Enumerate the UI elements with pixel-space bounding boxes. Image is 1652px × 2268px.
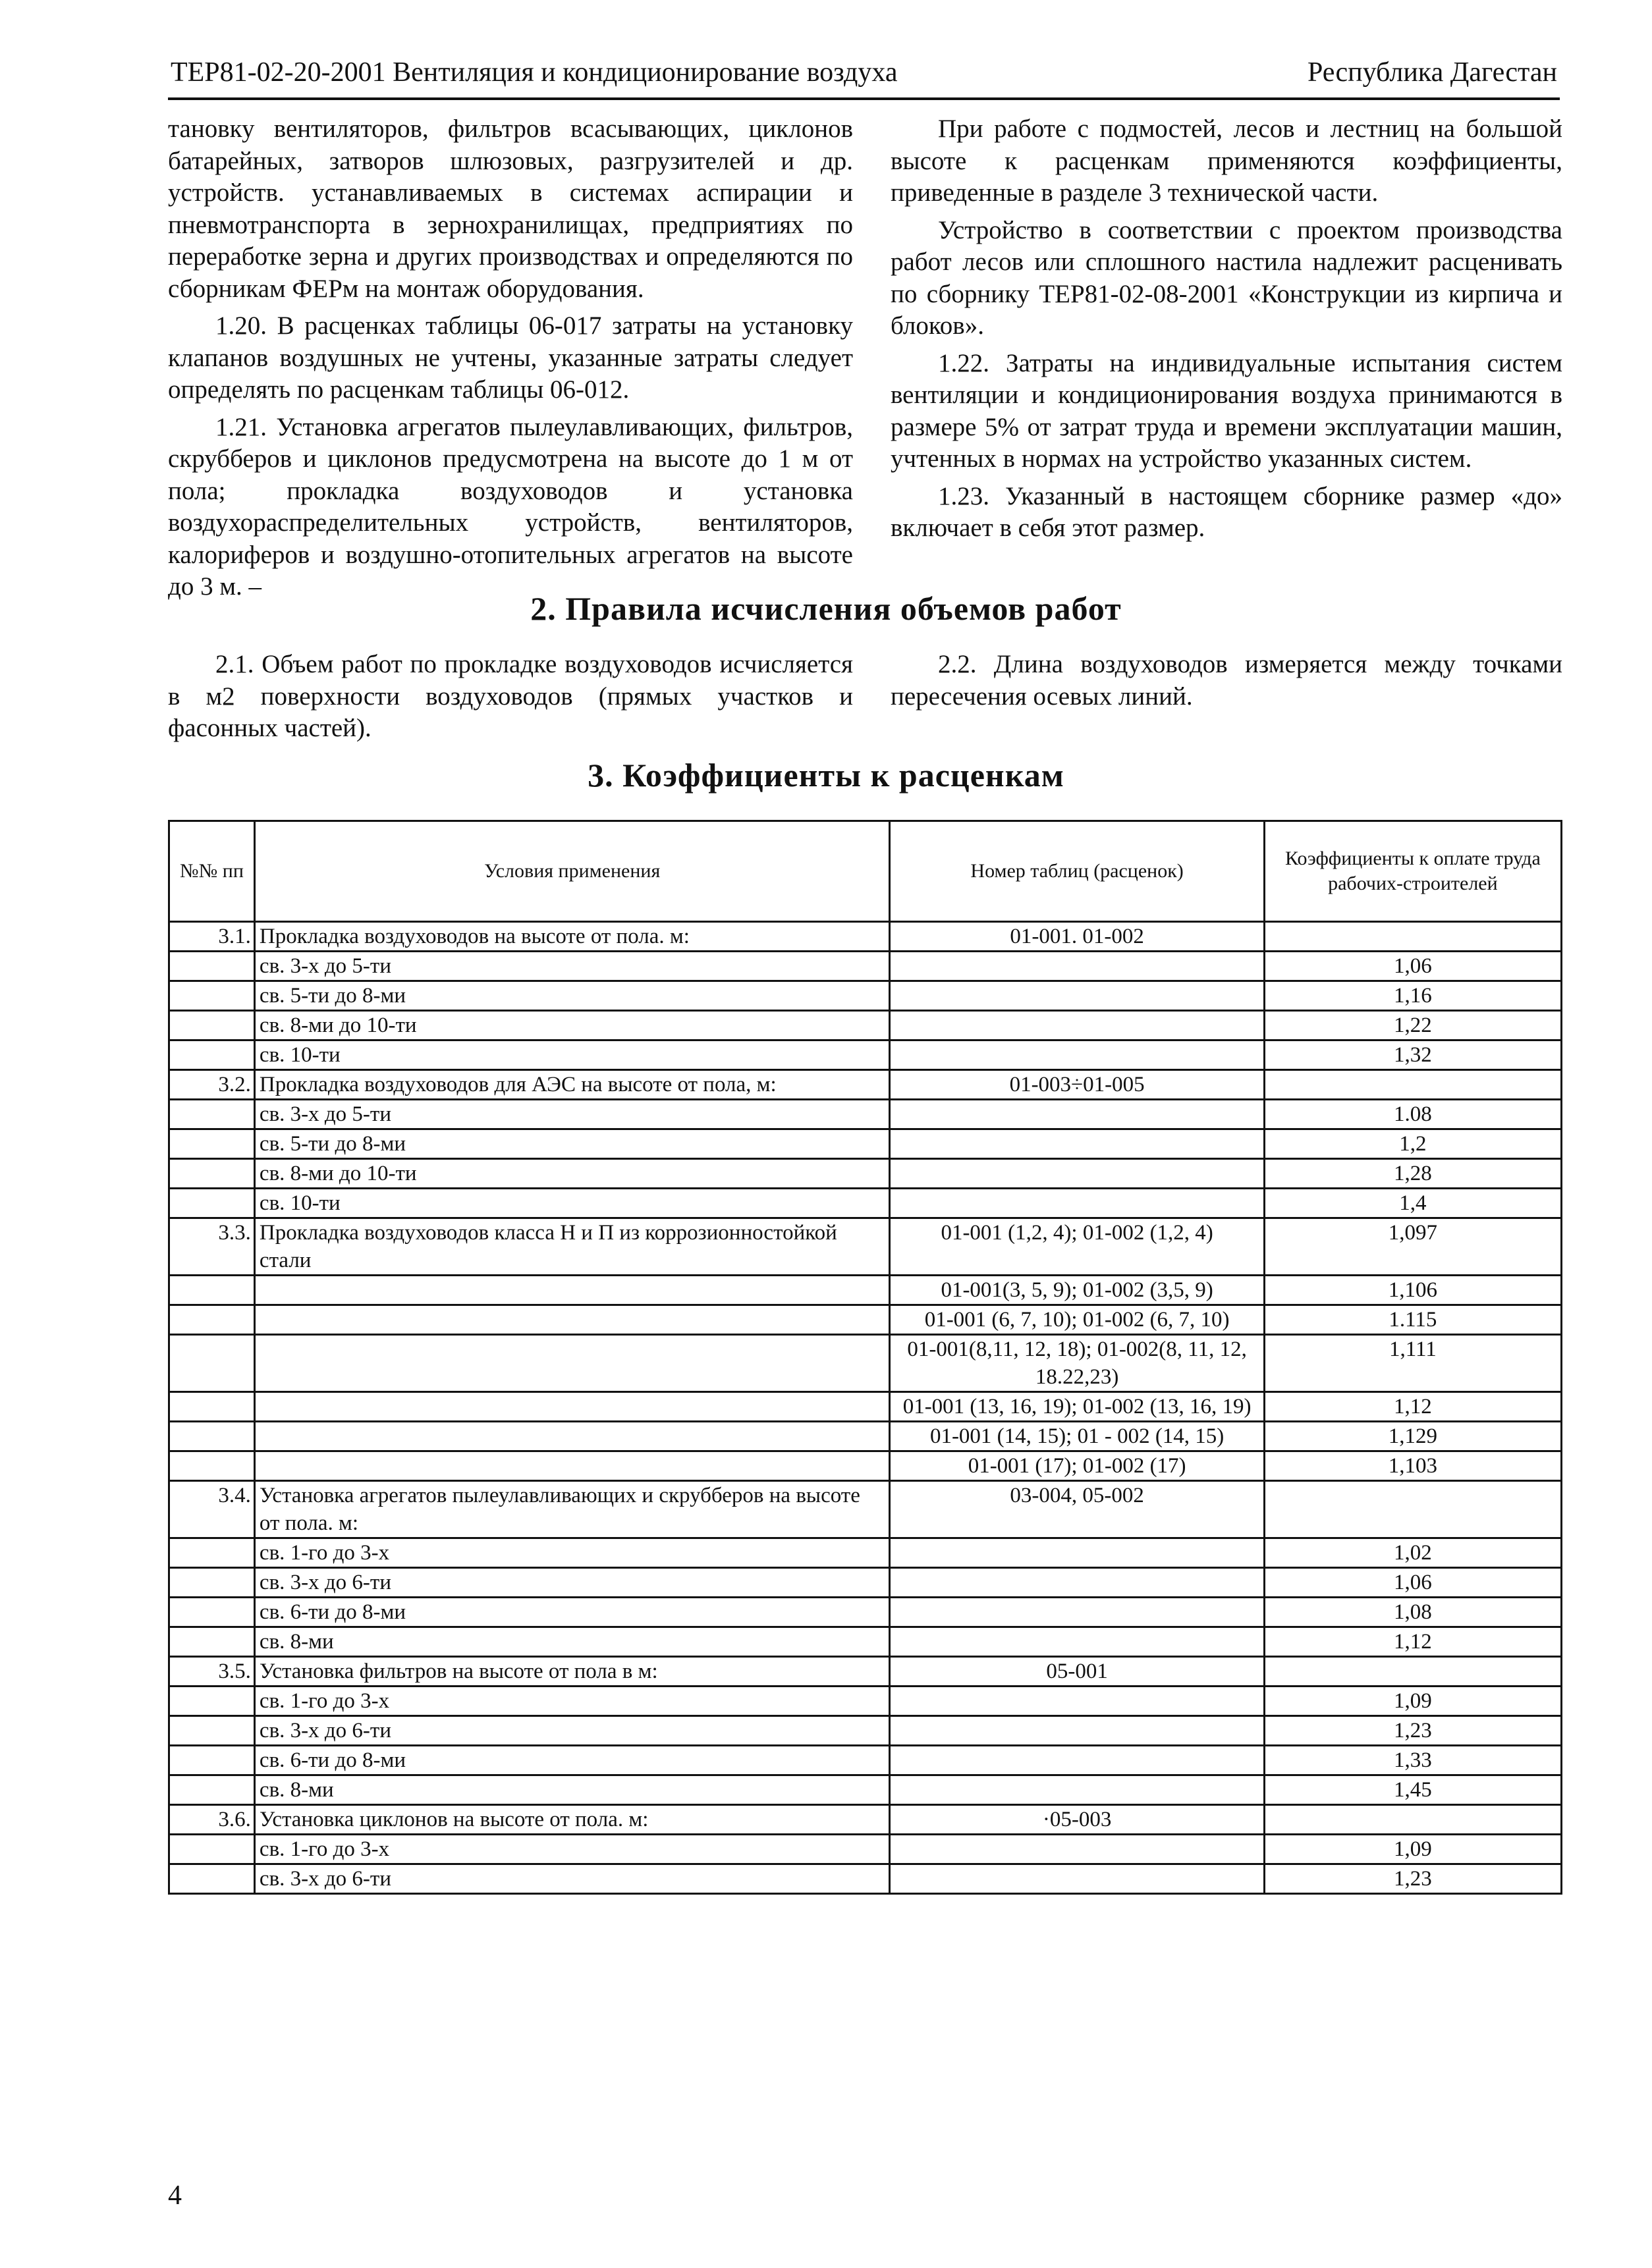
row-condition: [254, 1451, 890, 1481]
row-number: 3.6.: [169, 1805, 255, 1835]
row-table-numbers: [890, 1159, 1264, 1189]
row-number: [169, 1392, 255, 1422]
row-table-numbers: [890, 1835, 1264, 1864]
table-row: [169, 1775, 1562, 1805]
row-table-numbers: [890, 981, 1264, 1011]
row-table-numbers: [890, 1011, 1264, 1040]
row-coefficient: 1,06: [1264, 952, 1561, 981]
row-condition: св. 3-х до 6-ти: [254, 1568, 890, 1598]
row-coefficient: [1264, 1805, 1561, 1835]
row-number: [169, 1864, 255, 1894]
row-condition: св. 6-ти до 8-ми: [254, 1598, 890, 1627]
row-table-numbers: 01-001(8,11, 12, 18); 01-002(8, 11, 12, 18.22,23): [890, 1335, 1264, 1392]
row-coefficient: 1,12: [1264, 1627, 1561, 1657]
table-row: [169, 1864, 1562, 1894]
row-number: [169, 1627, 255, 1657]
row-table-numbers: [890, 952, 1264, 981]
row-coefficient: 1,103: [1264, 1451, 1561, 1481]
table-row: [169, 1189, 1562, 1218]
paragraph-continuation: тановку вентиляторов, фильтров всасывающих, циклонов батарейных, затворов шлюзовых, разгрузителей и др. устройств. устанавливаемых в системах аспирации и пневмотранспорта в зернохранилищах, предприятиях по переработке зерна и других производствах и определяются по сборникам ФЕРм на монтаж оборудования.: [168, 115, 853, 303]
row-number: [169, 1159, 255, 1189]
table-row: [169, 1746, 1562, 1775]
row-coefficient: 1,06: [1264, 1568, 1561, 1598]
row-table-numbers: [890, 1687, 1264, 1716]
header-conditions: Условия применения: [254, 821, 890, 922]
row-number: 3.3.: [169, 1218, 255, 1276]
table-row: [169, 1598, 1562, 1627]
row-number: [169, 1129, 255, 1159]
header-coefficients: Коэффициенты к оплате труда рабочих-строителей: [1264, 821, 1561, 922]
right-column-text: [891, 113, 1562, 550]
table-row: [169, 952, 1562, 981]
table-body: [169, 922, 1562, 1894]
header-num: №№ пп: [169, 821, 255, 922]
section-2-left-text: [168, 649, 853, 750]
row-condition: св. 8-ми: [254, 1627, 890, 1657]
row-condition: св. 8-ми до 10-ти: [254, 1159, 890, 1189]
table-row: [169, 1481, 1562, 1538]
row-coefficient: [1264, 1481, 1561, 1538]
row-table-numbers: [890, 1775, 1264, 1805]
row-table-numbers: [890, 1100, 1264, 1129]
table-row: [169, 922, 1562, 952]
row-coefficient: 1,28: [1264, 1159, 1561, 1189]
row-number: 3.2.: [169, 1070, 255, 1100]
table-row: [169, 1070, 1562, 1100]
table-row: [169, 1805, 1562, 1835]
row-number: [169, 1835, 255, 1864]
row-table-numbers: ·05-003: [890, 1805, 1264, 1835]
paragraph-1-23: 1.23. Указанный в настоящем сборнике размер «до» включает в себя этот размер.: [891, 481, 1562, 542]
row-coefficient: 1,09: [1264, 1687, 1561, 1716]
table-row: [169, 1716, 1562, 1746]
row-number: [169, 1040, 255, 1070]
paragraph-1-21: 1.21. Установка агрегатов пылеулавливающих, фильтров, скрубберов и циклонов предусмотрена на высоте до 1 м от пола; прокладка воздуховодов и установка воздухораспределительных устройств, вентиляторов, калориферов и воздушно-отопительных агрегатов на высоте до 3 м. –: [168, 412, 853, 601]
row-coefficient: 1,33: [1264, 1746, 1561, 1775]
row-condition: св. 5-ти до 8-ми: [254, 1129, 890, 1159]
row-number: [169, 1011, 255, 1040]
row-condition: св. 10-ти: [254, 1189, 890, 1218]
row-condition: св. 6-ти до 8-ми: [254, 1746, 890, 1775]
header-document-title: ТЕР81-02-20-2001 Вентиляция и кондиционирование воздуха: [171, 57, 898, 88]
row-condition: св. 1-го до 3-х: [254, 1687, 890, 1716]
row-number: 3.5.: [169, 1657, 255, 1687]
row-number: [169, 1775, 255, 1805]
running-header: [168, 51, 1560, 100]
row-coefficient: 1,45: [1264, 1775, 1561, 1805]
paragraph-scaffold-pricing: Устройство в соответствии с проектом производства работ лесов или сплошного настила надлежит расценивать по сборнику ТЕР81-02-08-2001 «Конструкции из кирпича и блоков».: [891, 215, 1562, 340]
row-number: [169, 1538, 255, 1568]
row-condition: св. 8-ми: [254, 1775, 890, 1805]
row-condition: св. 1-го до 3-х: [254, 1835, 890, 1864]
section-2-title: 2. Правила исчисления объемов работ: [530, 590, 1122, 627]
paragraph-2-1: 2.1. Объем работ по прокладке воздуховодов исчисляется в м2 поверхности воздуховодов (прямых участков и фасонных частей).: [168, 650, 853, 742]
paragraph-2-2: 2.2. Длина воздуховодов измеряется между точками пересечения осевых линий.: [891, 650, 1562, 711]
section-3-title: 3. Коэффициенты к расценкам: [588, 757, 1064, 794]
row-coefficient: 1,097: [1264, 1218, 1561, 1276]
row-coefficient: 1,106: [1264, 1276, 1561, 1305]
row-condition: Прокладка воздуховодов на высоте от пола. м:: [254, 922, 890, 952]
row-table-numbers: 01-001. 01-002: [890, 922, 1264, 952]
row-condition: Установка циклонов на высоте от пола. м:: [254, 1805, 890, 1835]
table-row: [169, 1305, 1562, 1335]
row-coefficient: [1264, 922, 1561, 952]
row-table-numbers: [890, 1538, 1264, 1568]
table-row: [169, 1657, 1562, 1687]
row-number: [169, 1568, 255, 1598]
row-condition: св. 3-х до 5-ти: [254, 1100, 890, 1129]
row-coefficient: 1,23: [1264, 1716, 1561, 1746]
table-row: [169, 1129, 1562, 1159]
row-number: [169, 1305, 255, 1335]
row-coefficient: 1.115: [1264, 1305, 1561, 1335]
row-condition: св. 3-х до 6-ти: [254, 1864, 890, 1894]
row-table-numbers: 03-004, 05-002: [890, 1481, 1264, 1538]
row-condition: Прокладка воздуховодов для АЭС на высоте от пола, м:: [254, 1070, 890, 1100]
row-condition: Установка агрегатов пылеулавливающих и скрубберов на высоте от пола. м:: [254, 1481, 890, 1538]
row-table-numbers: [890, 1189, 1264, 1218]
coefficients-table: [168, 820, 1562, 1895]
table-row: [169, 1538, 1562, 1568]
table-row: [169, 1335, 1562, 1392]
row-number: [169, 1100, 255, 1129]
row-coefficient: 1,08: [1264, 1598, 1561, 1627]
row-number: [169, 1687, 255, 1716]
table-header-row: [169, 821, 1562, 922]
row-condition: [254, 1392, 890, 1422]
paragraph-1-22: 1.22. Затраты на индивидуальные испытания систем вентиляции и кондиционирования воздуха принимаются в размере 5% от затрат труда и времени эксплуатации машин, учтенных в нормах на устройство указанных систем.: [891, 348, 1562, 473]
table-row: [169, 1159, 1562, 1189]
row-coefficient: 1,09: [1264, 1835, 1561, 1864]
row-table-numbers: [890, 1040, 1264, 1070]
row-coefficient: [1264, 1070, 1561, 1100]
row-condition: [254, 1305, 890, 1335]
row-coefficient: 1,32: [1264, 1040, 1561, 1070]
table-row: [169, 1392, 1562, 1422]
row-table-numbers: [890, 1746, 1264, 1775]
row-condition: св. 1-го до 3-х: [254, 1538, 890, 1568]
row-number: [169, 1746, 255, 1775]
row-condition: [254, 1276, 890, 1305]
row-coefficient: [1264, 1657, 1561, 1687]
table-row: [169, 1451, 1562, 1481]
row-coefficient: 1,22: [1264, 1011, 1561, 1040]
paragraph-1-20: 1.20. В расценках таблицы 06-017 затраты на установку клапанов воздушных не учтены, указанные затраты следует определять по расценкам таблицы 06-012.: [168, 311, 853, 404]
row-condition: св. 8-ми до 10-ти: [254, 1011, 890, 1040]
page-number: 4: [168, 2180, 182, 2211]
table-row: [169, 1276, 1562, 1305]
row-table-numbers: 01-001 (6, 7, 10); 01-002 (6, 7, 10): [890, 1305, 1264, 1335]
row-number: [169, 1276, 255, 1305]
row-condition: св. 10-ти: [254, 1040, 890, 1070]
row-condition: св. 3-х до 5-ти: [254, 952, 890, 981]
table-row: [169, 1835, 1562, 1864]
row-table-numbers: 05-001: [890, 1657, 1264, 1687]
table-row: [169, 1627, 1562, 1657]
row-coefficient: 1,02: [1264, 1538, 1561, 1568]
header-table-numbers: Номер таблиц (расценок): [890, 821, 1264, 922]
table-row: [169, 1568, 1562, 1598]
row-condition: Прокладка воздуховодов класса Н и П из коррозионностойкой стали: [254, 1218, 890, 1276]
header-region: Республика Дагестан: [1307, 57, 1557, 88]
row-table-numbers: 01-001 (1,2, 4); 01-002 (1,2, 4): [890, 1218, 1264, 1276]
row-coefficient: 1,129: [1264, 1422, 1561, 1451]
row-table-numbers: [890, 1568, 1264, 1598]
row-number: [169, 1451, 255, 1481]
table-row: [169, 1040, 1562, 1070]
paragraph-scaffold-coefficients: При работе с подмостей, лесов и лестниц на большой высоте к расценкам применяются коэффициенты, приведенные в разделе 3 технической части.: [891, 115, 1562, 207]
table-row: [169, 1011, 1562, 1040]
row-coefficient: 1,12: [1264, 1392, 1561, 1422]
row-table-numbers: 01-003÷01-005: [890, 1070, 1264, 1100]
row-number: 3.1.: [169, 922, 255, 952]
row-table-numbers: [890, 1627, 1264, 1657]
row-coefficient: 1,23: [1264, 1864, 1561, 1894]
row-number: [169, 981, 255, 1011]
row-condition: Установка фильтров на высоте от пола в м:: [254, 1657, 890, 1687]
row-number: [169, 1189, 255, 1218]
row-condition: св. 5-ти до 8-ми: [254, 981, 890, 1011]
row-coefficient: 1,2: [1264, 1129, 1561, 1159]
row-table-numbers: [890, 1129, 1264, 1159]
table-row: [169, 981, 1562, 1011]
row-number: 3.4.: [169, 1481, 255, 1538]
row-condition: св. 3-х до 6-ти: [254, 1716, 890, 1746]
row-condition: [254, 1422, 890, 1451]
table-row: [169, 1687, 1562, 1716]
row-coefficient: 1,111: [1264, 1335, 1561, 1392]
row-number: [169, 1422, 255, 1451]
row-coefficient: 1,16: [1264, 981, 1561, 1011]
row-number: [169, 1716, 255, 1746]
table-row: [169, 1100, 1562, 1129]
left-column-text: [168, 113, 853, 608]
section-2-right-text: [891, 649, 1562, 718]
table-row: [169, 1218, 1562, 1276]
row-table-numbers: 01-001 (14, 15); 01 - 002 (14, 15): [890, 1422, 1264, 1451]
row-coefficient: 1.08: [1264, 1100, 1561, 1129]
table-row: [169, 1422, 1562, 1451]
row-condition: [254, 1335, 890, 1392]
row-table-numbers: 01-001(3, 5, 9); 01-002 (3,5, 9): [890, 1276, 1264, 1305]
row-number: [169, 1335, 255, 1392]
row-table-numbers: [890, 1864, 1264, 1894]
row-table-numbers: 01-001 (13, 16, 19); 01-002 (13, 16, 19): [890, 1392, 1264, 1422]
row-coefficient: 1,4: [1264, 1189, 1561, 1218]
row-number: [169, 952, 255, 981]
row-table-numbers: [890, 1598, 1264, 1627]
row-table-numbers: [890, 1716, 1264, 1746]
row-table-numbers: 01-001 (17); 01-002 (17): [890, 1451, 1264, 1481]
row-number: [169, 1598, 255, 1627]
